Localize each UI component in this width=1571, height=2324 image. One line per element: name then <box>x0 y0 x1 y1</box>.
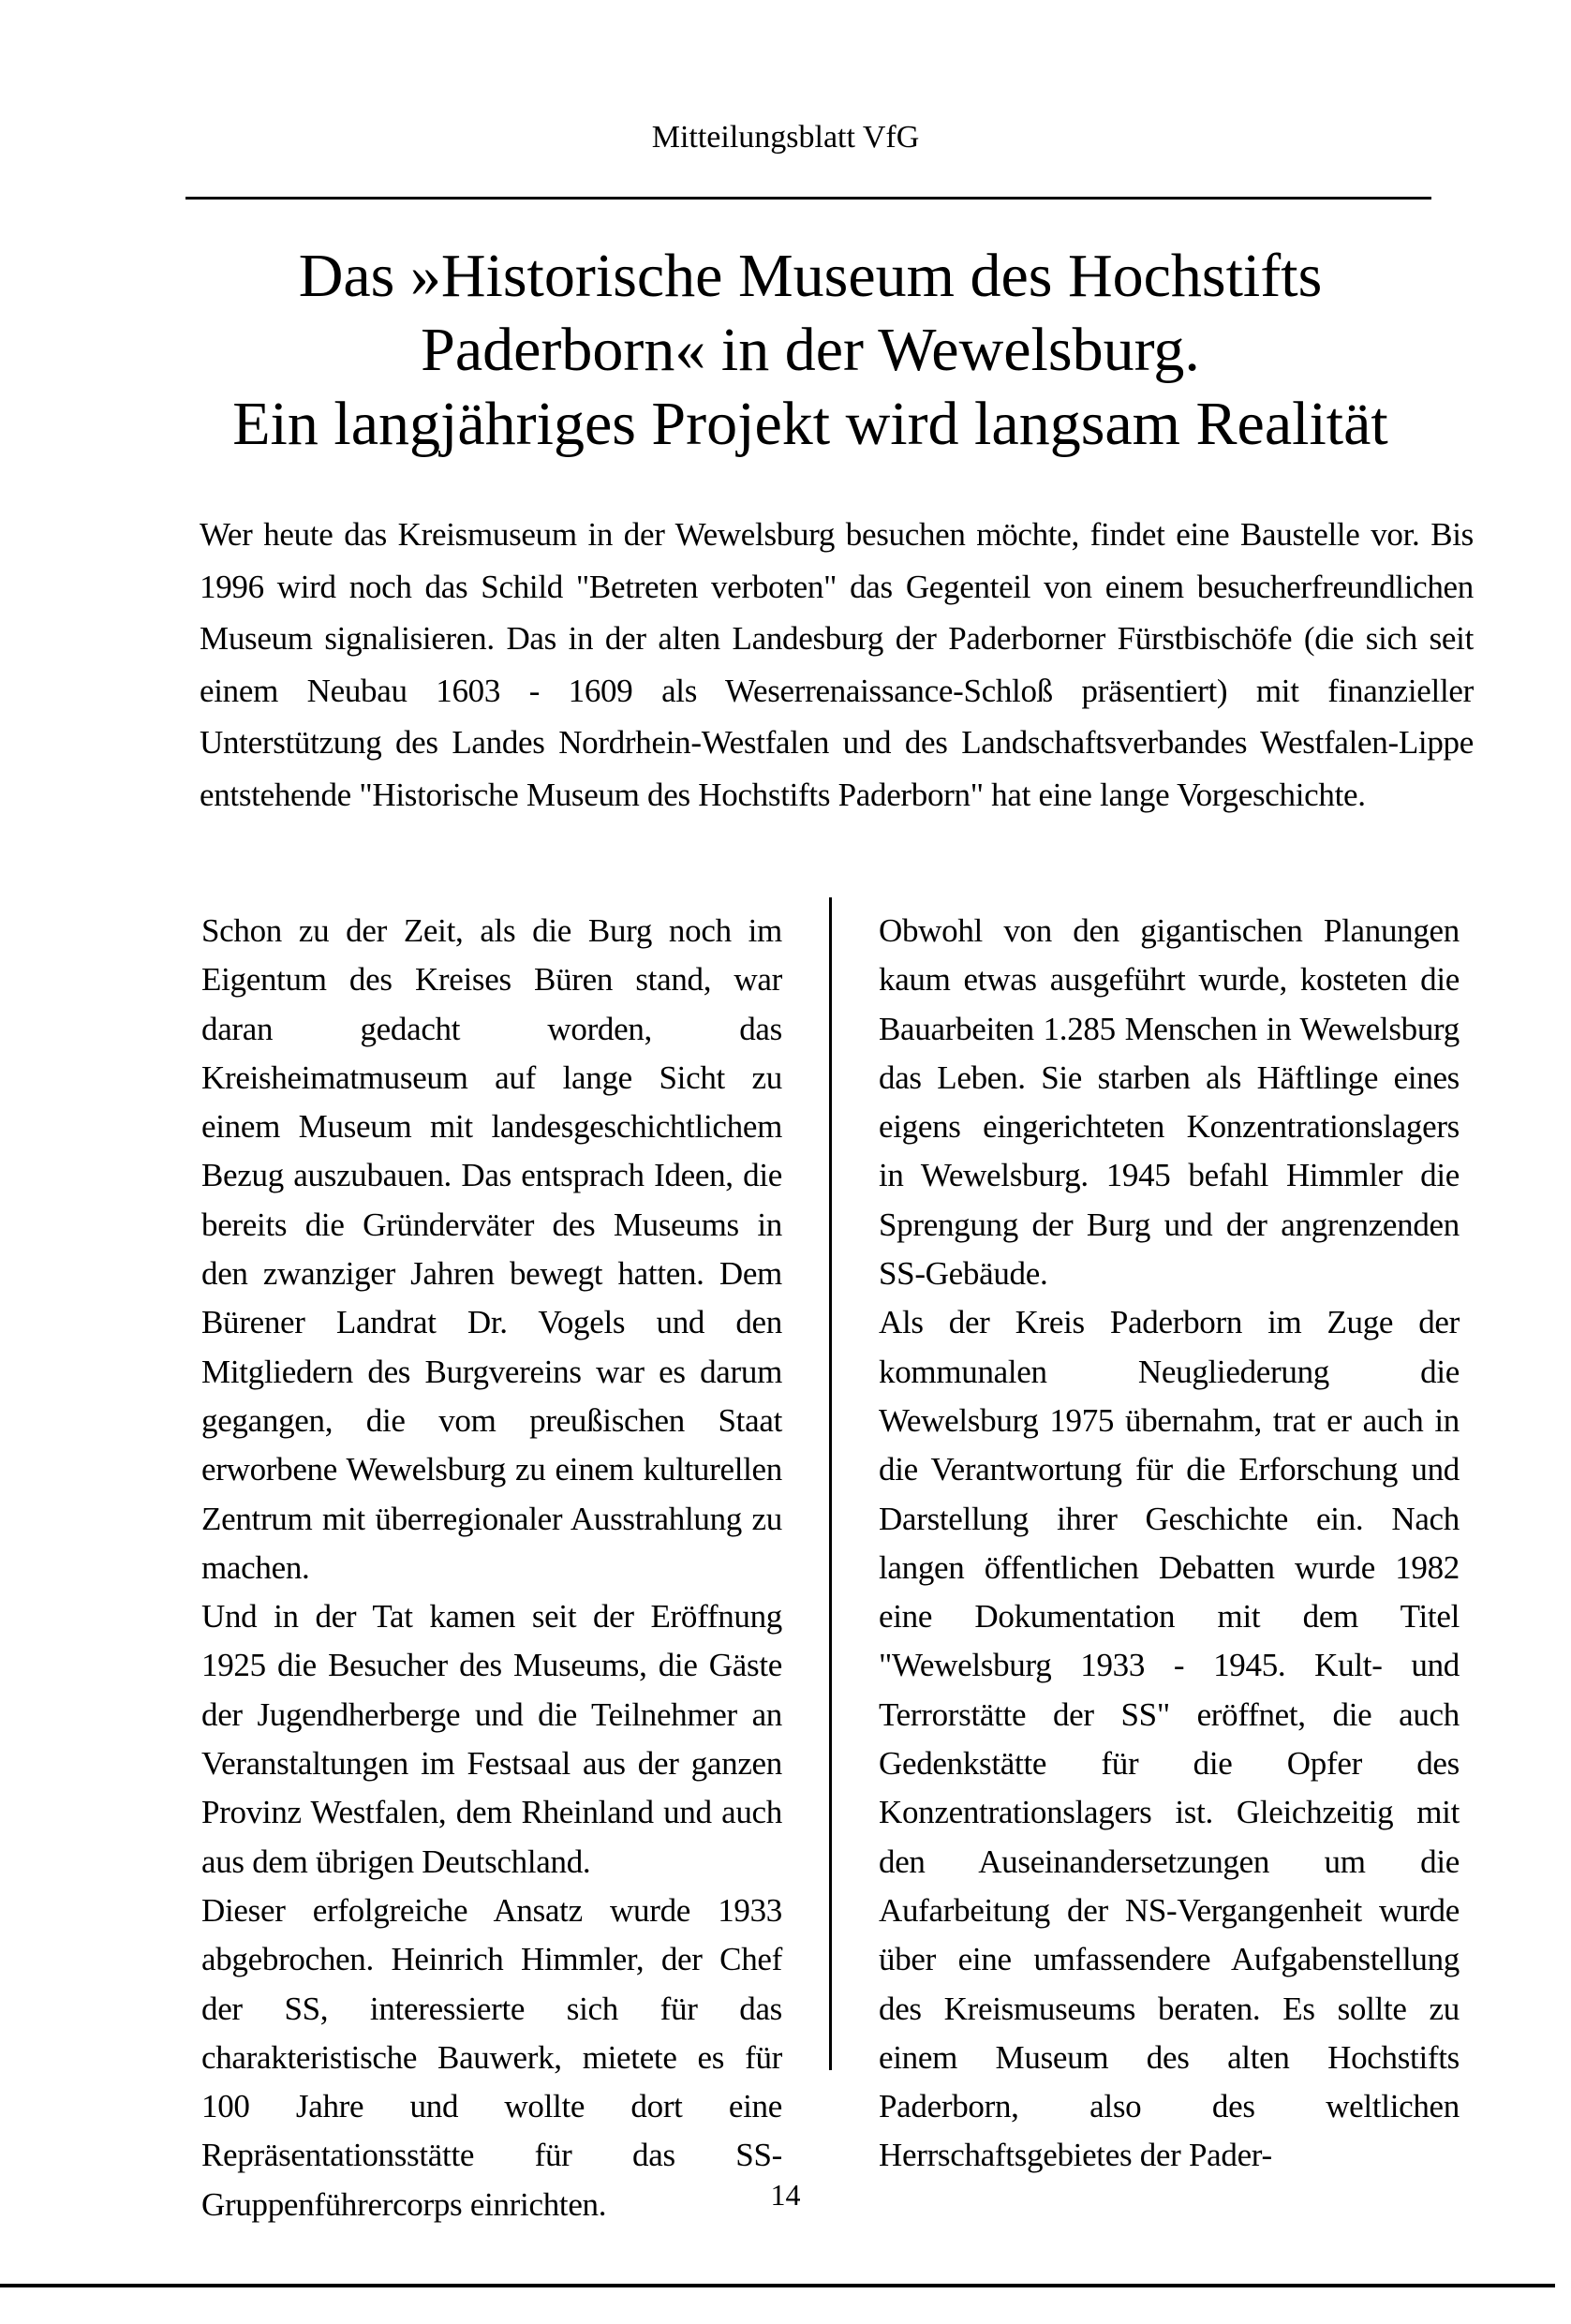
running-head: Mitteilungsblatt VfG <box>651 120 920 155</box>
right-column <box>879 907 1460 2181</box>
title-line-1: Das »Historische Museum des Hochstifts <box>298 242 1323 310</box>
left-paragraph-1: Schon zu der Zeit, als die Burg noch im Eigentum des Kreises Büren stand, war daran gedacht worden, das Kreisheimatmuseum auf lange Sicht zu einem Museum mit landesgeschichtlichem Bezug auszubauen. Das entsprach Ideen, die bereits die Gründerväter des Museums in den zwanziger Jahren bewegt hatten. Dem Bürener Landrat Dr. Vogels und den Mitgliedern des Burgvereins war es darum gegangen, die vom preußischen Staat erworbene Wewelsburg zu einem kulturellen Zentrum mit überregionaler Ausstrahlung zu machen. <box>201 912 782 1586</box>
article-title <box>141 239 1480 461</box>
right-paragraph-1: Obwohl von den gigantischen Planungen kaum etwas ausgeführt wurde, kosteten die Bauarbeiten 1.285 Menschen in Wewelsburg das Leben. Sie starben als Häftlinge eines eigens eingerichteten Konzentrationslagers in Wewelsburg. 1945 befahl Himmler die Sprengung der Burg und der angrenzenden SS-Gebäude. <box>879 912 1460 1293</box>
left-paragraph-2: Und in der Tat kamen seit der Eröffnung 1925 die Besucher des Museums, die Gäste der Jugendherberge und die Teilnehmer an Veranstaltungen im Festsaal aus der ganzen Provinz Westfalen, dem Rheinland und auch aus dem übrigen Deutschland. <box>201 1598 782 1880</box>
column-divider <box>829 897 832 2070</box>
title-line-3: Ein langjähriges Projekt wird langsam Realität <box>232 390 1388 458</box>
intro-paragraph: Wer heute das Kreismuseum in der Wewelsburg besuchen möchte, findet eine Baustelle vor. Bis 1996 wird noch das Schild "Betreten verboten" das Gegenteil von einem besucherfreundlichen Museum signalisieren. Das in der alten Landesburg der Paderborner Fürstbischöfe (die sich seit einem Neubau 1603 - 1609 als Weserrenaissance-Schloß präsentiert) mit finanzieller Unterstützung des Landes Nordrhein-Westfalen und des Landschaftsverbandes Westfalen-Lippe entstehende "Historische Museum des Hochstifts Paderborn" hat eine lange Vorgeschichte. <box>200 516 1474 813</box>
title-line-2: Paderborn« in der Wewelsburg. <box>421 316 1200 384</box>
right-paragraph-2: Als der Kreis Paderborn im Zuge der kommunalen Neugliederung die Wewelsburg 1975 übernahm, trat er auch in die Verantwortung für die Erforschung und Darstellung ihrer Geschichte ein. Nach langen öffentlichen Debatten wurde 1982 eine Dokumentation mit dem Titel "Wewelsburg 1933 - 1945. Kult- und Terrorstätte der SS" eröffnet, die auch Gedenkstätte für die Opfer des Konzentrationslagers ist. Gleichzeitig mit den Auseinandersetzungen um die Aufarbeitung der NS-Vergangenheit wurde über eine umfassendere Aufgabenstellung des Kreismuseums beraten. Es sollte zu einem Museum des alten Hochstifts Paderborn, also des weltlichen Herrschaftsgebietes der Pader- <box>879 1304 1460 2174</box>
bottom-rule <box>0 2284 1555 2287</box>
left-column <box>201 907 782 2229</box>
header-rule <box>185 197 1431 200</box>
left-paragraph-3: Dieser erfolgreiche Ansatz wurde 1933 abgebrochen. Heinrich Himmler, der Chef der SS, interessierte sich für das charakteristische Bauwerk, mietete es für 100 Jahre und wollte dort eine Repräsentationsstätte für das SS-Gruppenführercorps einrichten. <box>201 1891 782 2223</box>
page-number: 14 <box>770 2178 801 2212</box>
